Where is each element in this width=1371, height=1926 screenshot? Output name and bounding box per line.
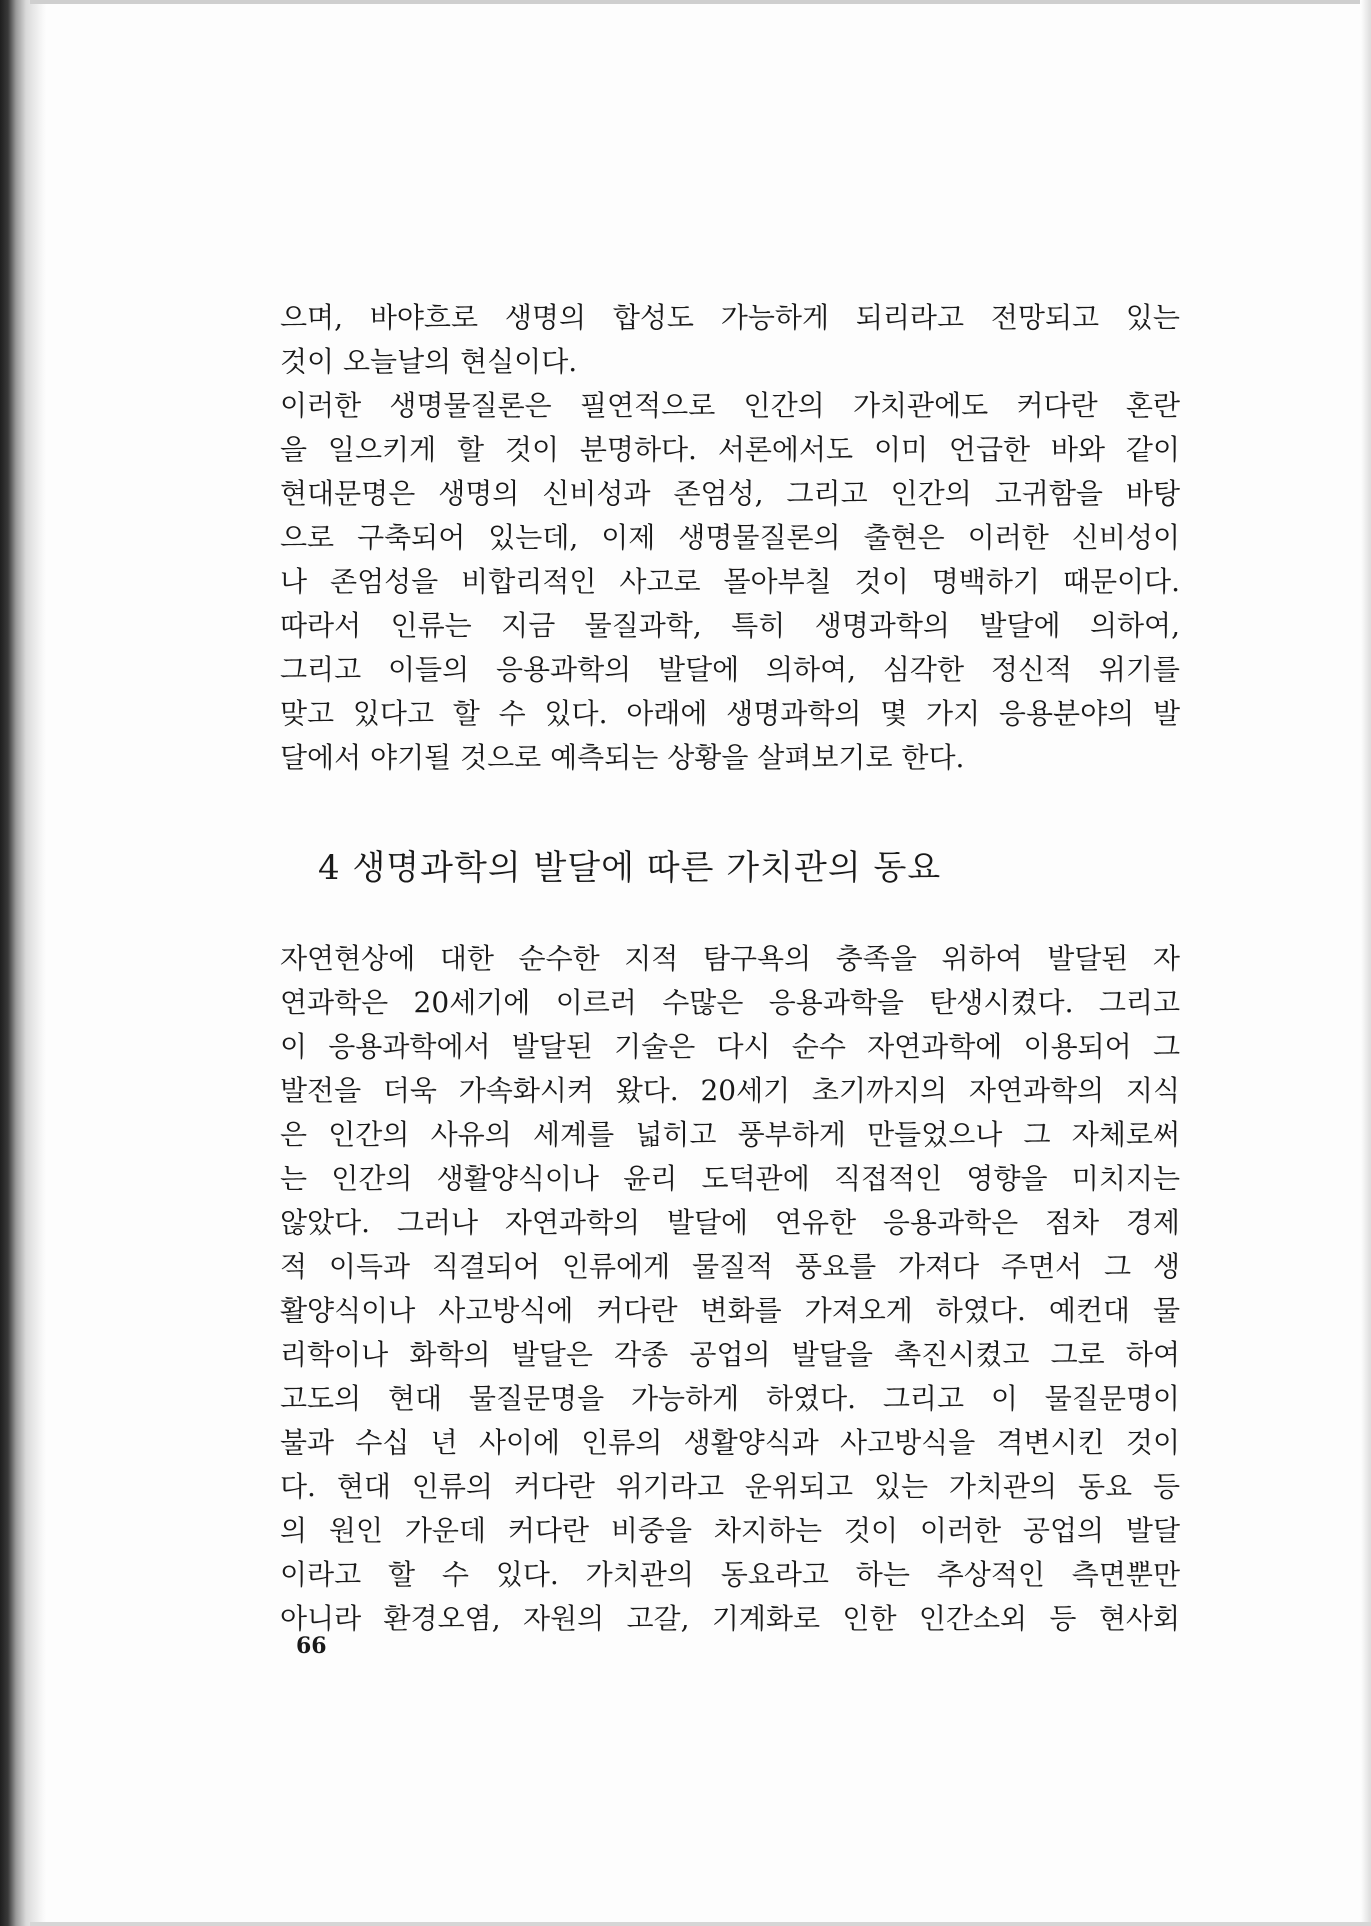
paragraph-block-upper [280, 296, 1180, 780]
text-line: 리학이나 화학의 발달은 각종 공업의 발달을 촉진시켰고 그로 하여 [280, 1338, 1180, 1371]
text-line: 발전을 더욱 가속화시켜 왔다. 20세기 초기까지의 자연과학의 지식 [280, 1074, 1180, 1107]
section-heading: 4 생명과학의 발달에 따른 가치관의 동요 [318, 848, 942, 888]
page-binding-shadow [0, 0, 46, 1926]
text-line: 맞고 있다고 할 수 있다. 아래에 생명과학의 몇 가지 응용분야의 발 [280, 697, 1180, 730]
text-line: 으며, 바야흐로 생명의 합성도 가능하게 되리라고 전망되고 있는 [280, 301, 1180, 334]
text-line: 을 일으키게 할 것이 분명하다. 서론에서도 이미 언급한 바와 같이 [280, 433, 1180, 466]
text-line: 따라서 인류는 지금 물질과학, 특히 생명과학의 발달에 의하여, [280, 609, 1180, 642]
page-right-border [1361, 0, 1371, 1926]
page-number: 66 [296, 1633, 327, 1659]
text-line: 으로 구축되어 있는데, 이제 생명물질론의 출현은 이러한 신비성이 [280, 521, 1180, 554]
text-line: 달에서 야기될 것으로 예측되는 상황을 살펴보기로 한다. [280, 741, 965, 774]
text-line: 고도의 현대 물질문명을 가능하게 하였다. 그리고 이 물질문명이 [280, 1382, 1180, 1415]
text-line: 는 인간의 생활양식이나 윤리 도덕관에 직접적인 영향을 미치지는 [280, 1162, 1180, 1195]
text-line: 의 원인 가운데 커다란 비중을 차지하는 것이 이러한 공업의 발달 [280, 1514, 1180, 1547]
text-line: 은 인간의 사유의 세계를 넓히고 풍부하게 만들었으나 그 자체로써 [280, 1118, 1180, 1151]
text-line: 것이 오늘날의 현실이다. [280, 345, 578, 378]
text-line: 적 이득과 직결되어 인류에게 물질적 풍요를 가져다 주면서 그 생 [280, 1250, 1180, 1283]
text-line: 그리고 이들의 응용과학의 발달에 의하여, 심각한 정신적 위기를 [280, 653, 1180, 686]
text-line: 활양식이나 사고방식에 커다란 변화를 가져오게 하였다. 예컨대 물 [280, 1294, 1180, 1327]
text-line: 이 응용과학에서 발달된 기술은 다시 순수 자연과학에 이용되어 그 [280, 1030, 1180, 1063]
text-line: 불과 수십 년 사이에 인류의 생활양식과 사고방식을 격변시킨 것이 [280, 1426, 1180, 1459]
text-line: 연과학은 20세기에 이르러 수많은 응용과학을 탄생시켰다. 그리고 [280, 986, 1180, 1019]
text-line: 않았다. 그러나 자연과학의 발달에 연유한 응용과학은 점차 경제 [280, 1206, 1180, 1239]
page-bottom-border [30, 1922, 1371, 1926]
paragraph-block-lower [280, 937, 1180, 1641]
text-line: 이러한 생명물질론은 필연적으로 인간의 가치관에도 커다란 혼란 [280, 389, 1180, 422]
text-line: 아니라 환경오염, 자원의 고갈, 기계화로 인한 인간소외 등 현사회 [280, 1602, 1180, 1635]
text-line: 다. 현대 인류의 커다란 위기라고 운위되고 있는 가치관의 동요 등 [280, 1470, 1180, 1503]
page-top-border [30, 0, 1360, 4]
text-line: 나 존엄성을 비합리적인 사고로 몰아부칠 것이 명백하기 때문이다. [280, 565, 1180, 598]
text-line: 이라고 할 수 있다. 가치관의 동요라고 하는 추상적인 측면뿐만 [280, 1558, 1180, 1591]
text-line: 현대문명은 생명의 신비성과 존엄성, 그리고 인간의 고귀함을 바탕 [280, 477, 1180, 510]
text-line: 자연현상에 대한 순수한 지적 탐구욕의 충족을 위하여 발달된 자 [280, 942, 1180, 975]
